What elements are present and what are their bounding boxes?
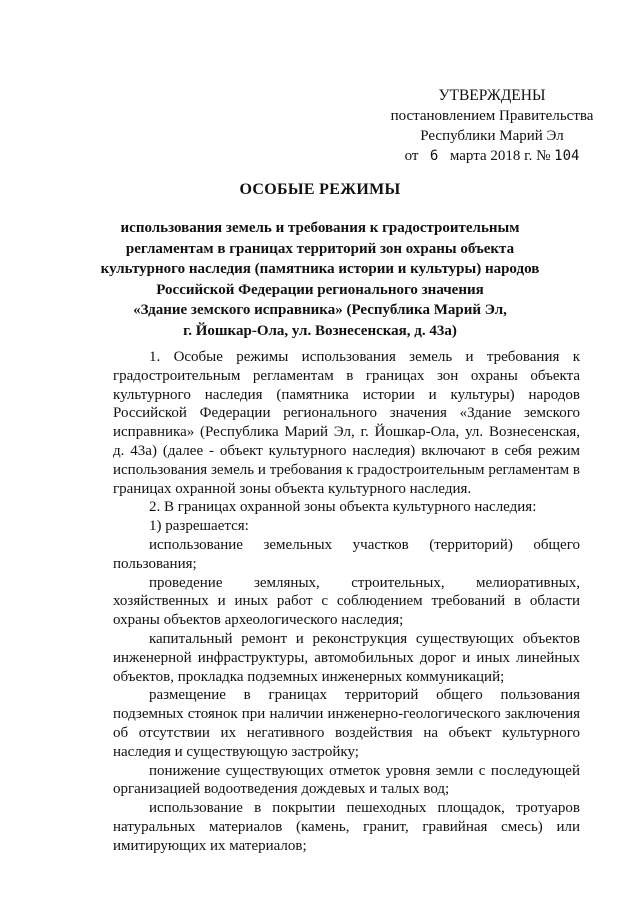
- approval-line-2: Республики Марий Эл: [420, 128, 564, 144]
- subtitle-line: Российской Федерации регионального значения: [156, 281, 484, 298]
- subtitle-line: г. Йошкар-Ола, ул. Вознесенская, д. 43а): [183, 322, 457, 339]
- list-item: понижение существующих отметок уровня земли с последующей организацией водоотведения дождевых и талых вод;: [113, 762, 580, 798]
- document-subtitle: [60, 218, 580, 341]
- paragraph-2: 2. В границах охранной зоны объекта культурного наследия:: [149, 499, 537, 516]
- document-title: ОСОБЫЕ РЕЖИМЫ: [239, 181, 401, 198]
- list-item-permitted: 1) разрешается:: [149, 518, 249, 535]
- approval-line-1: постановлением Правительства: [390, 108, 594, 124]
- subtitle-line: использования земель и требования к градостроительным: [120, 220, 520, 236]
- approval-date-line: [372, 146, 612, 166]
- date-day: 6: [429, 148, 439, 164]
- approval-heading: УТВЕРЖДЕНЫ: [438, 87, 546, 104]
- subtitle-line: культурного наследия (памятника истории и культуры) народов: [100, 261, 540, 277]
- list-item: размещение в границах территорий общего пользования подземных стоянок при наличии инженерно-геологического заключения об отсутствии их негативного воздействия на объект культурного наследия и существующую застройку;: [113, 687, 580, 760]
- decree-number: 104: [554, 148, 580, 164]
- list-item: использование в покрытии пешеходных площадок, тротуаров натуральных материалов (камень, гранит, гравийная смесь) или имитирующих их материалов;: [113, 800, 580, 854]
- list-item: проведение земляных, строительных, мелиоративных, хозяйственных и иных работ с соблюдением требований в области охраны объектов археологического наследия;: [113, 574, 580, 629]
- paragraph-1: 1. Особые режимы использования земель и требования к градостроительным регламентам в границах зон охраны объекта культурного наследия (памятника истории и культуры) народов Российской Федерации регионального значения «Здание земского исправника» (Республика Марий Эл, г. Йошкар-Ола, ул. Вознесенская, д. 43а) (далее - объект культурного наследия) включают в себя режим использования земель и требования к градостроительным регламентам в границах охранной зоны объекта культурного наследия.: [113, 349, 580, 497]
- subtitle-line: «Здание земского исправника» (Республика Марий Эл,: [133, 302, 507, 318]
- date-month-year: марта 2018 г. №: [449, 148, 551, 164]
- approval-stamp: [372, 86, 612, 166]
- subtitle-line: регламентам в границах территорий зон охраны объекта: [125, 240, 515, 257]
- list-item: капитальный ремонт и реконструкция существующих объектов инженерной инфраструктуры, автомобильных дорог и иных линейных объектов, прокладка подземных инженерных коммуникаций;: [113, 630, 580, 685]
- document-body: [113, 348, 580, 856]
- date-prefix: от: [404, 148, 419, 164]
- list-item: использование земельных участков (территорий) общего пользования;: [113, 536, 580, 572]
